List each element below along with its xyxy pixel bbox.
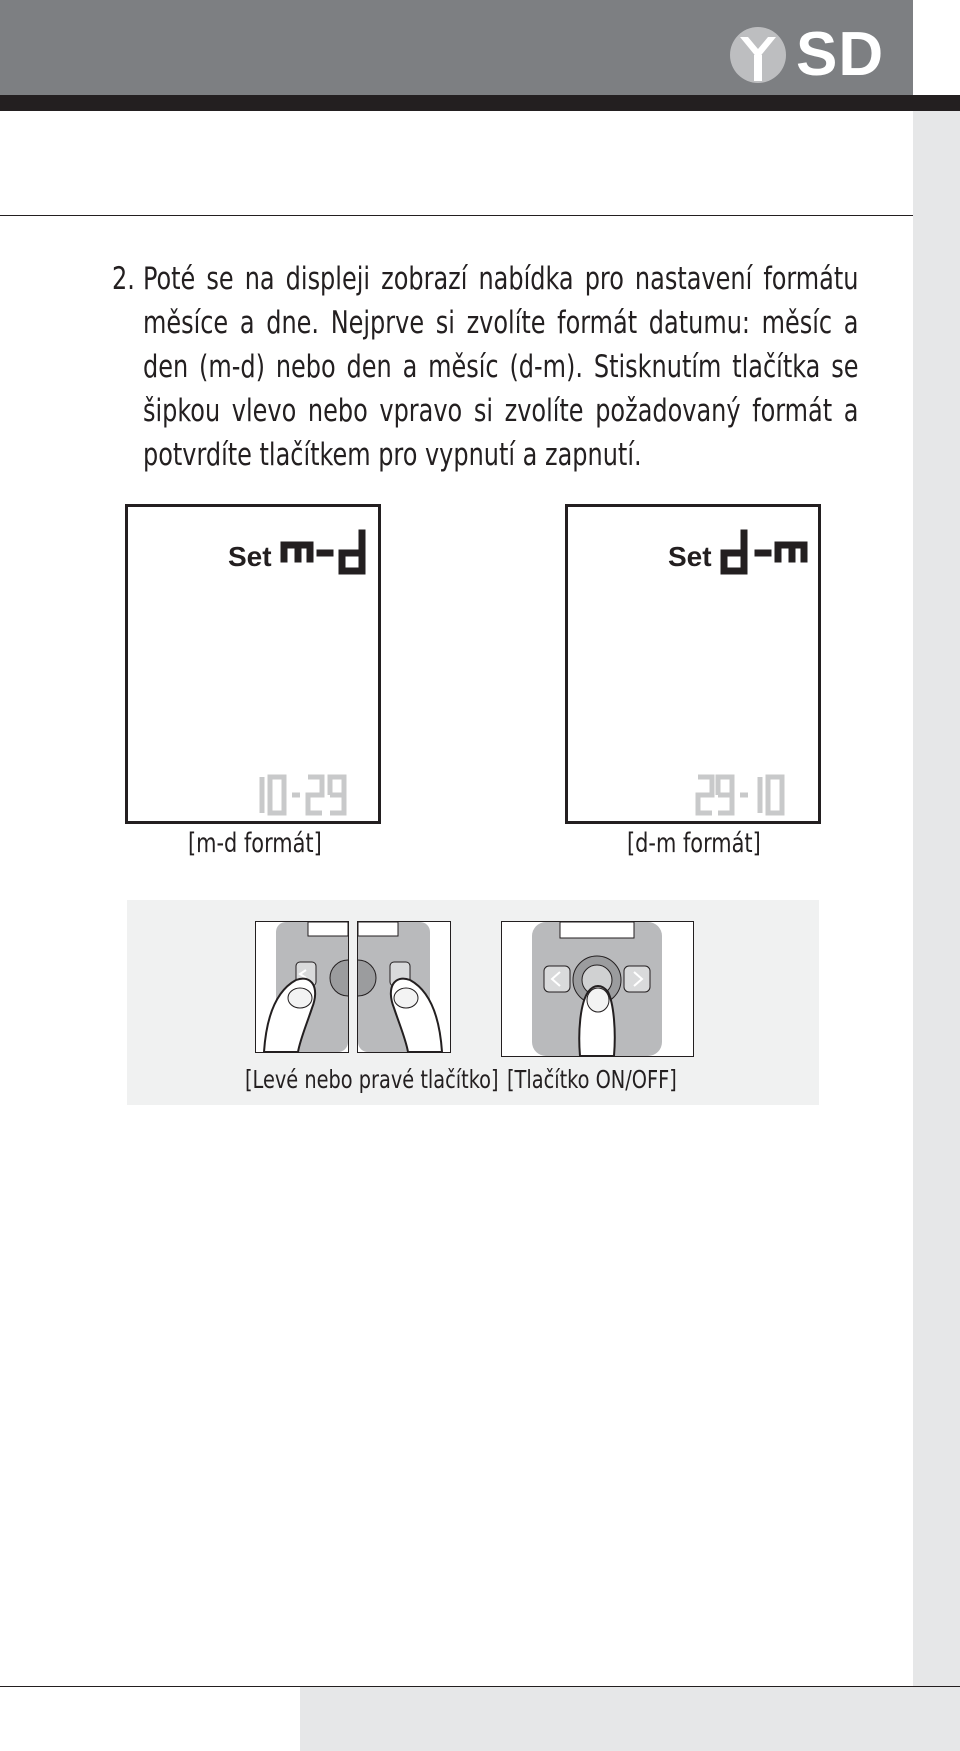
lcd-set-label: Set (228, 541, 272, 572)
lcd-set-label: Set (668, 541, 712, 572)
power-button-press-illustration (501, 921, 694, 1057)
lcd-display-md (125, 504, 381, 824)
caption-md-format: [m-d formát] (188, 828, 322, 859)
footer-band (300, 1687, 960, 1751)
brand-logo (728, 20, 885, 89)
header-rule (0, 95, 960, 111)
step-text: Poté se na displeji zobrazí nabídka pro nastavení formátu měsíce a dne. Nejprve si zvolíte formát datumu: měsíc a den (m-d) nebo den a měsíc (d-m). Stisknutím tlačítka se šipkou vlevo nebo vpravo si zvolíte požadovaný formát a potvrdíte tlačítkem pro vypnutí a zapnutí. (142, 261, 859, 473)
lcd-display-dm (565, 504, 821, 824)
caption-power-button: [Tlačítko ON/OFF] (507, 1065, 677, 1094)
lcd-segment-md (278, 523, 370, 579)
lcd-date-dm (694, 773, 790, 817)
brand-logo-text: SD (796, 20, 885, 89)
right-button-press-illustration (357, 921, 451, 1053)
left-button-press-illustration (255, 921, 349, 1053)
caption-arrow-buttons: [Levé nebo pravé tlačítko] (245, 1065, 499, 1094)
side-strip (913, 111, 960, 1686)
sd-y-emblem-icon (728, 25, 788, 85)
left-arrow-button-icon (256, 922, 348, 1052)
section-rule (0, 215, 913, 216)
power-button-icon (502, 922, 693, 1056)
step-number: 2. (112, 261, 135, 297)
right-arrow-button-icon (358, 922, 450, 1052)
caption-dm-format: [d-m formát] (627, 828, 761, 859)
instruction-step (112, 257, 859, 477)
lcd-date-md (254, 773, 350, 817)
lcd-segment-dm (718, 523, 810, 579)
header-corner (913, 0, 960, 95)
